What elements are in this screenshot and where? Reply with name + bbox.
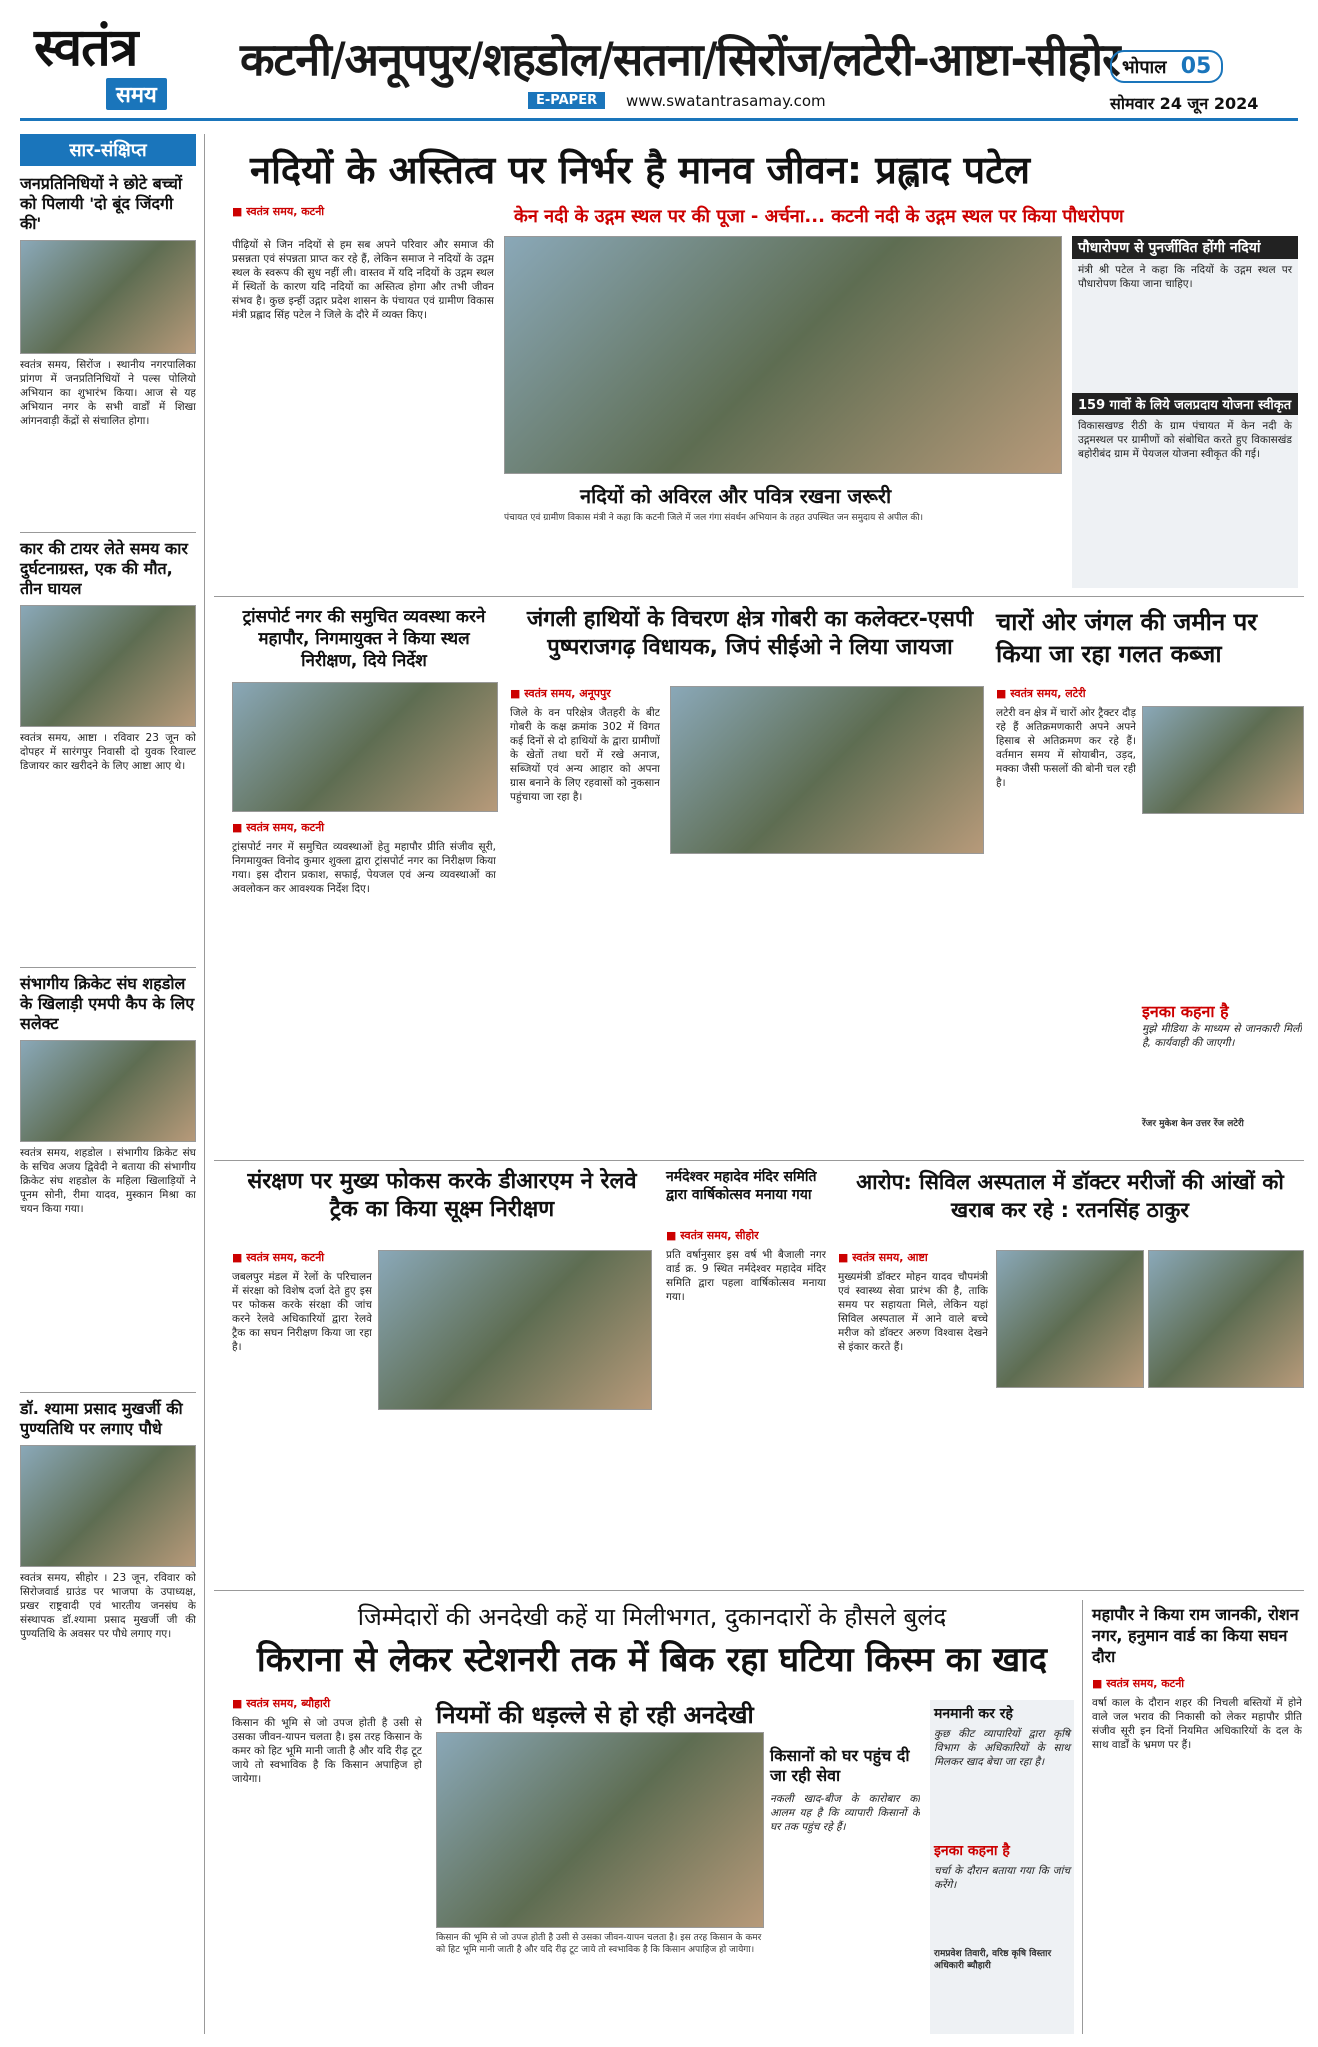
- sidebar-photo: [20, 240, 196, 354]
- lead-box-sub: 159 गावों के लिये जलप्रदाय योजना स्वीकृत: [1072, 393, 1298, 415]
- lead-box-text: मंत्री श्री पटेल ने कहा कि नदियों के उद्गम स्थल पर पौधारोपण किया जाना चाहिए।: [1078, 264, 1292, 290]
- bottom-headline: किराना से लेकर स्टेशनरी तक में बिक रहा घटिया किस्म का खाद: [256, 1640, 1048, 1680]
- bottom-photo: [436, 1732, 764, 1928]
- sidebar-text: स्वतंत्र समय, सिरोंज । स्थानीय नगरपालिका प्रांगण में जनप्रतिनिधियों ने पल्स पोलियो अभियान का शुभारंभ किया। आज से यह अभियान नगर के सभी वार्डों में शिखा आंगनवाड़ी केंद्रों से संचालित होगा।: [20, 359, 196, 427]
- divider: [214, 1590, 1304, 1591]
- sidebar-photo: [20, 605, 196, 727]
- city-box: [1110, 50, 1223, 83]
- story4-quote-by: रेंजर मुकेश केन उत्तर रेंज लटेरी: [1142, 1119, 1244, 1129]
- story8-text: वर्षा काल के दौरान शहर की निचली बस्तियों में होने वाले जल भराव की निकासी को लेकर महापौर प्रीति संजीव सूरी इन दिनों नियमित अधिकारियों के दल के साथ वार्डों के भ्रमण पर हैं।: [1092, 1697, 1302, 1751]
- story4-photo: [1142, 706, 1304, 814]
- story7-photo-left: [996, 1250, 1144, 1388]
- edition-title: कटनी/अनूपपुर/शहडोल/सतना/सिरोंज/लटेरी-आष्टा-सीहोर: [240, 33, 1120, 86]
- bottom-box2-text: कुछ कीट व्यापारियों द्वारा कृषि विभाग के अधिकारियों के साथ मिलकर खाद बेचा जा रहा है।: [934, 1728, 1070, 1768]
- sidebar-headline: जनप्रतिनिधियों ने छोटे बच्चों को पिलायी 'दो बूंद जिंदगी की': [20, 174, 183, 233]
- story4-byline: ■ स्वतंत्र समय, लटेरी: [996, 686, 1086, 701]
- issue-date: सोमवार 24 जून 2024: [1110, 94, 1259, 113]
- story8-headline: महापौर ने किया राम जानकी, रोशन नगर, हनुमान वार्ड का किया सघन दौरा: [1092, 1605, 1299, 1666]
- story4-quote: मुझे मीडिया के माध्यम से जानकारी मिली है, कार्यवाही की जाएगी।: [1142, 1023, 1302, 1049]
- logo-main: स्वतंत्र: [34, 17, 138, 78]
- city-name: भोपाल: [1122, 57, 1167, 78]
- bottom-byline: ■ स्वतंत्र समय, ब्यौहारी: [232, 1696, 330, 1711]
- bottom-side-box: [930, 1700, 1074, 2034]
- story2-byline: ■ स्वतंत्र समय, कटनी: [232, 820, 324, 835]
- divider: [20, 967, 196, 968]
- lead-text: पीढ़ियों से जिन नदियों से हम सब अपने परिवार और समाज की प्रसन्नता एवं संपन्नता प्राप्त कर रहे हैं, लेकिन समाज ने नदियों के उद्गम स्थल के स्वरूप की सुध नहीं ली। वास्तव में यदि नदियों के उद्गम स्थल में स्थितों के कारण यदि नदियों का अस्तित्व होगा और तभी जीवन संभव है। कुछ इन्हीं उद्गार प्रदेश शासन के पंचायत एवं ग्रामीण विकास मंत्री प्रह्लाद सिंह पटेल ने जिले के दौरे में व्यक्त किए।: [232, 239, 494, 321]
- lead-photo-note: पंचायत एवं ग्रामीण विकास मंत्री ने कहा कि कटनी जिले में जल गंगा संवर्धन अभियान के तहत उपस्थित जन समुदाय से अपील की।: [504, 513, 924, 523]
- story3-text: जिले के वन परिक्षेत्र जैतहरी के बीट गोबरी के कक्ष क्रमांक 302 में विगत कई दिनों से दो हाथियों के द्वारा ग्रामीणों के खेतों तथा घरों में रखे अनाज, सब्जियों एवं अन्य आहार को अपना ग्रास बनाने के लिए रहवासों को नुकसान पहुंचाया जा रहा है।: [510, 707, 660, 803]
- sidebar-text: स्वतंत्र समय, आष्टा । रविवार 23 जून को दोपहर में सारंगपुर निवासी दो युवक रिवाल्ट डिजायर कार खरीदने के लिए आष्टा आए थे।: [20, 732, 196, 772]
- lead-box: [1072, 236, 1298, 588]
- story7-byline: ■ स्वतंत्र समय, आष्टा: [838, 1250, 928, 1265]
- story4-quote-head: इनका कहना है: [1142, 1002, 1229, 1021]
- page-number: 05: [1180, 54, 1212, 79]
- sidebar-photo: [20, 1445, 196, 1567]
- column-divider: [1082, 1600, 1083, 2034]
- story3-byline: ■ स्वतंत्र समय, अनूपपुर: [510, 686, 611, 701]
- sidebar-headline: कार की टायर लेते समय कार दुर्घटनाग्रस्त, एक की मौत, तीन घायल: [20, 539, 188, 598]
- bottom-box3-head: इनका कहना है: [934, 1843, 1010, 1859]
- bottom-box1-text: नकली खाद-बीज के कारोबार का आलम यह है कि व्यापारी किसानों के घर तक पहुंच रहे हैं।: [770, 1793, 920, 1833]
- story2-text: ट्रांसपोर्ट नगर में समुचित व्यवस्थाओं हेतु महापौर प्रीति संजीव सूरी, निगमायुक्त विनोद कुमार शुक्ला द्वारा ट्रांसपोर्ट नगर का निरीक्षण किया गया। इस दौरान प्रकाश, सफाई, पेयजल एवं अन्य व्यवस्थाओं का अवलोकन कर आवश्यक निर्देश दिए।: [232, 841, 496, 895]
- story8-byline: ■ स्वतंत्र समय, कटनी: [1092, 1676, 1184, 1691]
- story5-photo: [378, 1250, 652, 1410]
- sidebar: [20, 134, 196, 1821]
- bottom-box2-head: मनमानी कर रहे: [934, 1706, 1013, 1722]
- story6-text: प्रति वर्षानुसार इस वर्ष भी बैजाली नगर वार्ड क्र. 9 स्थित नर्मदेश्वर महादेव मंदिर समिति द्वारा पहला वार्षिकोत्सव मनाया गया।: [666, 1249, 826, 1303]
- lead-box-subtext: विकासखण्ड रीठी के ग्राम पंचायत में केन नदी के उद्गमस्थल पर ग्रामीणों को संबोधित करते हुए विकासखंड बहोरीबंद ग्राम में पेयजल योजना स्वीकृत की गई।: [1078, 420, 1292, 460]
- story5-text: जबलपुर मंडल में रेलों के परिचालन में संरक्षा को विशेष दर्जा देते हुए इस पर फोकस करके संरक्षा की जांच करने रेलवे अधिकारियों द्वारा रेलवे ट्रैक का सघन निरीक्षण किया जा रहा है।: [232, 1271, 372, 1353]
- story3-headline: जंगली हाथियों के विचरण क्षेत्र गोबरी का कलेक्टर-एसपी पुष्पराजगढ़ विधायक, जिपं सीईओ ने लिया जायजा: [526, 607, 974, 660]
- masthead-rule: [20, 118, 1298, 121]
- story7-photo-right: [1148, 1250, 1304, 1388]
- epaper-badge: E-PAPER: [528, 92, 605, 109]
- bottom-box3-by: रामप्रवेश तिवारी, वरिष्ठ कृषि विस्तार अधिकारी ब्यौहारी: [934, 1949, 1052, 1971]
- story6-headline: नर्मदेश्वर महादेव मंदिर समिति द्वारा वार्षिकोत्सव मनाया गया: [666, 1169, 817, 1203]
- column-divider: [204, 134, 205, 2034]
- sidebar-headline: संभागीय क्रिकेट संघ शहडोल के खिलाड़ी एमपी कैप के लिए सलेक्ट: [20, 974, 195, 1033]
- lead-byline: ■ स्वतंत्र समय, कटनी: [232, 204, 324, 219]
- bottom-subhead: नियमों की धड़ल्ले से हो रही अनदेखी: [436, 1701, 754, 1729]
- logo-sub: समय: [106, 78, 167, 110]
- sidebar-title: सार-संक्षिप्त: [20, 134, 196, 166]
- sidebar-headline: डॉ. श्यामा प्रसाद मुखर्जी की पुण्यतिथि पर लगाए पौधे: [20, 1399, 183, 1438]
- sidebar-text: स्वतंत्र समय, सीहोर । 23 जून, रविवार को सिरोजवार्ड ग्राउंड पर भाजपा के उपाध्यक्ष, प्रखर राष्ट्रवादी एवं भारतीय जनसंघ के संस्थापक डॉ.श्यामा प्रसाद मुखर्जी जी की पुण्यतिथि के अवसर पर पौधे लगाए गए।: [20, 1572, 196, 1640]
- sidebar-text: स्वतंत्र समय, शहडोल । संभागीय क्रिकेट संघ के सचिव अजय द्विवेदी ने बताया की संभागीय क्रिकेट संघ शहडोल के महिला खिलाड़ियों ने पूनम सोनी, रीमा यादव, मुस्कान मिश्रा का चयन किया गया।: [20, 1147, 196, 1215]
- divider: [20, 532, 196, 533]
- lead-subhead: केन नदी के उद्गम स्थल पर की पूजा - अर्चना... कटनी नदी के उद्गम स्थल पर किया पौधरोपण: [514, 206, 1124, 227]
- story4-text: लटेरी वन क्षेत्र में चारों ओर ट्रैक्टर दौड़ रहे हैं अतिक्रमणकारी अपने अपने हिसाब से अतिक्रमण कर रहे हैं। वर्तमान समय में सोयाबीन, उड़द, मक्का जैसी फसलों की बोनी चल रही है।: [996, 707, 1136, 789]
- masthead-logo: [34, 17, 214, 114]
- bottom-text: किसान की भूमि से जो उपज होती है उसी से उसका जीवन-यापन चलता है। इस तरह किसान के कमर को हिट भूमि मानी जाती है और यदि रीढ़ टूट जाये तो स्वभाविक है कि किसान अपाहिज हो जायेगा।: [232, 1717, 422, 1785]
- divider: [214, 596, 1304, 597]
- story7-headline: आरोप: सिविल अस्पताल में डॉक्टर मरीजों की आंखों को खराब कर रहे : रतनसिंह ठाकुर: [856, 1170, 1284, 1222]
- lead-photo-caption: नदियों को अविरल और पवित्र रखना जरूरी: [580, 484, 892, 508]
- bottom-photo-caption: किसान की भूमि से जो उपज होती है उसी से उसका जीवन-यापन चलता है। इस तरह किसान के कमर को हिट भूमि मानी जाती है और यदि रीढ़ टूट जाये तो स्वभाविक है कि किसान अपाहिज हो जायेगा।: [436, 1933, 762, 1955]
- lead-photo: [504, 236, 1062, 474]
- divider: [214, 1160, 1304, 1161]
- bottom-box3-text: चर्चा के दौरान बताया गया कि जांच करेंगे।: [934, 1865, 1070, 1891]
- story5-headline: संरक्षण पर मुख्य फोकस करके डीआरएम ने रेलवे ट्रैक का किया सूक्ष्म निरीक्षण: [247, 1169, 637, 1222]
- divider: [20, 1392, 196, 1393]
- story6-byline: ■ स्वतंत्र समय, सीहोर: [666, 1228, 759, 1243]
- sidebar-photo: [20, 1040, 196, 1142]
- story2-photo: [232, 682, 498, 812]
- bottom-box1-head: किसानों को घर पहुंच दी जा रही सेवा: [770, 1746, 910, 1785]
- bottom-kicker: जिम्मेदारों की अनदेखी कहें या मिलीभगत, दुकानदारों के हौसले बुलंद: [357, 1603, 947, 1631]
- story4-headline: चारों ओर जंगल की जमीन पर किया जा रहा गलत कब्जा: [996, 608, 1258, 668]
- site-url[interactable]: www.swatantrasamay.com: [626, 92, 826, 110]
- story7-text: मुख्यमंत्री डॉक्टर मोहन यादव चौपमंत्री एवं स्वास्थ्य सेवा प्रारंभ की है, ताकि समय पर सहायता मिले, लेकिन यहां सिविल अस्पताल में आने वाले बच्चे मरीज को डॉक्टर अरुण विश्वास देखने से इंकार करते हैं।: [838, 1271, 988, 1353]
- story3-photo: [670, 686, 984, 854]
- lead-box-title: पौधारोपण से पुनर्जीवित होंगी नदियां: [1072, 236, 1298, 259]
- story2-headline: ट्रांसपोर्ट नगर की समुचित व्यवस्था करने महापौर, निगमायुक्त ने किया स्थल निरीक्षण, दिये निर्देश: [242, 607, 486, 671]
- story5-byline: ■ स्वतंत्र समय, कटनी: [232, 1250, 324, 1265]
- lead-headline: नदियों के अस्तित्व पर निर्भर है मानव जीवन: प्रह्लाद पटेल: [250, 148, 1031, 192]
